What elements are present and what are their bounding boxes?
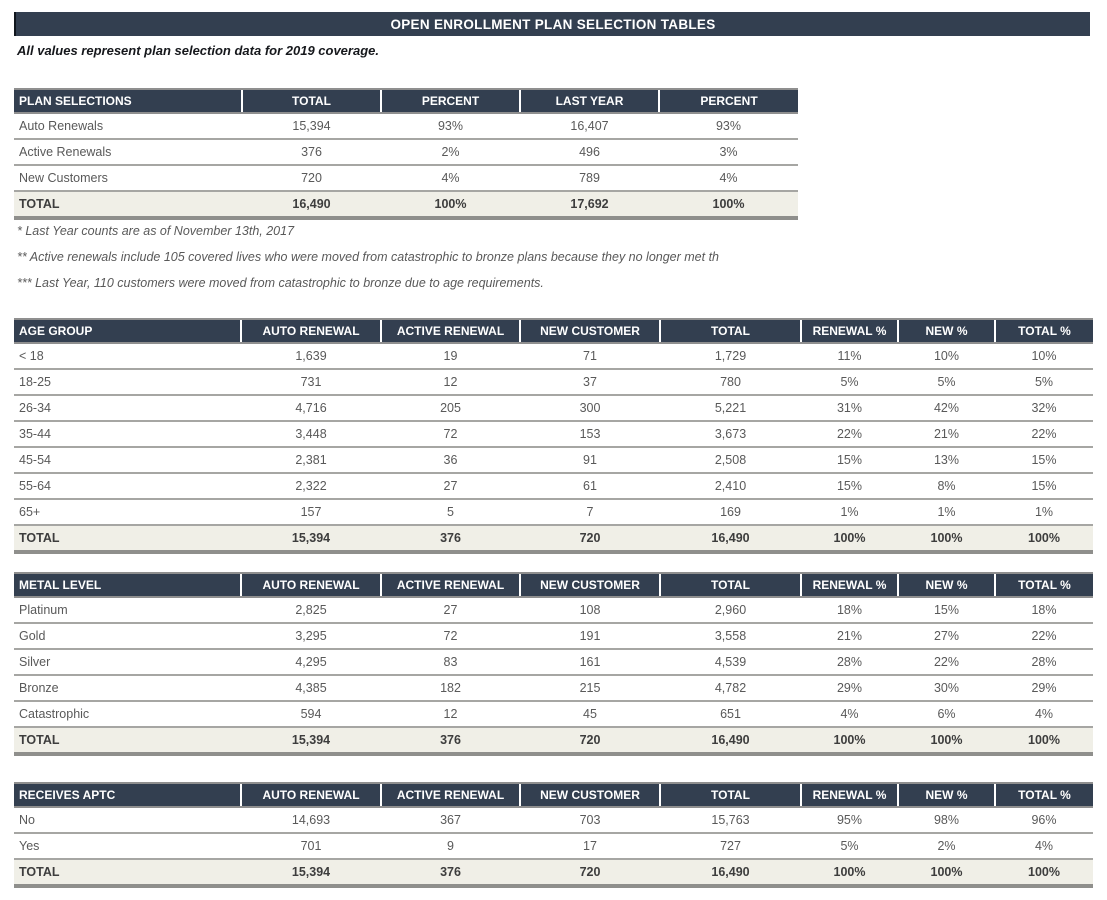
- footnote-last-year: * Last Year counts are as of November 13th, 2017: [17, 224, 295, 238]
- column-header-cell: NEW %: [898, 783, 995, 807]
- column-header-cell: TOTAL: [242, 89, 381, 113]
- age-group-table: [14, 318, 1093, 554]
- table-row: [14, 473, 1093, 499]
- value-cell: 4,782: [660, 675, 801, 701]
- value-cell: 161: [520, 649, 660, 675]
- value-cell: 2,410: [660, 473, 801, 499]
- row-label-cell: AGE GROUP: [14, 319, 241, 343]
- value-cell: 5,221: [660, 395, 801, 421]
- value-cell: 1%: [995, 499, 1093, 525]
- total-value-cell: 100%: [995, 525, 1093, 552]
- value-cell: 5%: [801, 833, 898, 859]
- footnote-active-renewals: ** Active renewals include 105 covered lives who were moved from catastrophic to bronze plans because they no longer met th: [17, 250, 719, 264]
- value-cell: 28%: [995, 649, 1093, 675]
- row-label-cell: No: [14, 807, 241, 833]
- column-header-cell: NEW %: [898, 573, 995, 597]
- row-label-cell: Bronze: [14, 675, 241, 701]
- value-cell: 72: [381, 623, 520, 649]
- total-row: [14, 191, 798, 218]
- column-header-cell: TOTAL %: [995, 319, 1093, 343]
- value-cell: 22%: [801, 421, 898, 447]
- column-header-cell: ACTIVE RENEWAL: [381, 319, 520, 343]
- value-cell: 5: [381, 499, 520, 525]
- value-cell: 191: [520, 623, 660, 649]
- value-cell: 37: [520, 369, 660, 395]
- value-cell: 28%: [801, 649, 898, 675]
- value-cell: 3,558: [660, 623, 801, 649]
- row-label-cell: 26-34: [14, 395, 241, 421]
- row-label-cell: TOTAL: [14, 727, 241, 754]
- column-header-cell: TOTAL: [660, 573, 801, 597]
- value-cell: 91: [520, 447, 660, 473]
- value-cell: 22%: [995, 623, 1093, 649]
- value-cell: 3%: [659, 139, 798, 165]
- value-cell: 5%: [995, 369, 1093, 395]
- table-row: [14, 113, 798, 139]
- table-row: [14, 701, 1093, 727]
- value-cell: 367: [381, 807, 520, 833]
- table-row: [14, 369, 1093, 395]
- value-cell: 17: [520, 833, 660, 859]
- value-cell: 4%: [995, 701, 1093, 727]
- row-label-cell: New Customers: [14, 165, 242, 191]
- value-cell: 22%: [995, 421, 1093, 447]
- value-cell: 15%: [995, 447, 1093, 473]
- value-cell: 4,539: [660, 649, 801, 675]
- total-value-cell: 720: [520, 525, 660, 552]
- value-cell: 215: [520, 675, 660, 701]
- value-cell: 3,673: [660, 421, 801, 447]
- total-value-cell: 16,490: [242, 191, 381, 218]
- value-cell: 703: [520, 807, 660, 833]
- total-value-cell: 100%: [898, 727, 995, 754]
- value-cell: 42%: [898, 395, 995, 421]
- value-cell: 18%: [801, 597, 898, 623]
- row-label-cell: 18-25: [14, 369, 241, 395]
- value-cell: 8%: [898, 473, 995, 499]
- value-cell: 21%: [898, 421, 995, 447]
- plan-selections-table: [14, 88, 798, 220]
- value-cell: 29%: [801, 675, 898, 701]
- column-header-cell: PERCENT: [659, 89, 798, 113]
- header-row: [14, 573, 1093, 597]
- row-label-cell: RECEIVES APTC: [14, 783, 241, 807]
- value-cell: 95%: [801, 807, 898, 833]
- page-title: OPEN ENROLLMENT PLAN SELECTION TABLES: [390, 16, 716, 32]
- column-header-cell: ACTIVE RENEWAL: [381, 573, 520, 597]
- value-cell: 1%: [898, 499, 995, 525]
- value-cell: 1,729: [660, 343, 801, 369]
- table-row: [14, 395, 1093, 421]
- value-cell: 153: [520, 421, 660, 447]
- value-cell: 12: [381, 369, 520, 395]
- value-cell: 32%: [995, 395, 1093, 421]
- value-cell: 27: [381, 597, 520, 623]
- header-row: [14, 89, 798, 113]
- value-cell: 10%: [898, 343, 995, 369]
- column-header-cell: NEW CUSTOMER: [520, 319, 660, 343]
- total-value-cell: 720: [520, 727, 660, 754]
- value-cell: 19: [381, 343, 520, 369]
- column-header-cell: AUTO RENEWAL: [241, 783, 381, 807]
- total-value-cell: 720: [520, 859, 660, 886]
- column-header-cell: NEW %: [898, 319, 995, 343]
- value-cell: 45: [520, 701, 660, 727]
- total-value-cell: 16,490: [660, 727, 801, 754]
- value-cell: 4%: [995, 833, 1093, 859]
- total-value-cell: 16,490: [660, 525, 801, 552]
- value-cell: 169: [660, 499, 801, 525]
- row-label-cell: 65+: [14, 499, 241, 525]
- value-cell: 2,825: [241, 597, 381, 623]
- value-cell: 651: [660, 701, 801, 727]
- table-row: [14, 447, 1093, 473]
- table-row: [14, 343, 1093, 369]
- value-cell: 15,394: [242, 113, 381, 139]
- total-value-cell: 15,394: [241, 727, 381, 754]
- value-cell: 2,381: [241, 447, 381, 473]
- column-header-cell: NEW CUSTOMER: [520, 783, 660, 807]
- value-cell: 205: [381, 395, 520, 421]
- value-cell: 731: [241, 369, 381, 395]
- total-value-cell: 100%: [801, 859, 898, 886]
- value-cell: 4,385: [241, 675, 381, 701]
- page-title-bar: [14, 12, 1090, 36]
- value-cell: 9: [381, 833, 520, 859]
- column-header-cell: RENEWAL %: [801, 783, 898, 807]
- value-cell: 13%: [898, 447, 995, 473]
- value-cell: 300: [520, 395, 660, 421]
- metal-level-table: [14, 572, 1093, 756]
- value-cell: 5%: [898, 369, 995, 395]
- table-row: [14, 597, 1093, 623]
- total-row: [14, 727, 1093, 754]
- value-cell: 27: [381, 473, 520, 499]
- value-cell: 376: [242, 139, 381, 165]
- value-cell: 12: [381, 701, 520, 727]
- row-label-cell: 35-44: [14, 421, 241, 447]
- total-value-cell: 100%: [995, 859, 1093, 886]
- value-cell: 3,295: [241, 623, 381, 649]
- header-row: [14, 319, 1093, 343]
- value-cell: 108: [520, 597, 660, 623]
- row-label-cell: 45-54: [14, 447, 241, 473]
- report-subtitle: All values represent plan selection data for 2019 coverage.: [17, 43, 379, 58]
- footnote-catastrophic-bronze: *** Last Year, 110 customers were moved from catastrophic to bronze due to age requirements.: [17, 276, 544, 290]
- table-row: [14, 623, 1093, 649]
- row-label-cell: Yes: [14, 833, 241, 859]
- column-header-cell: ACTIVE RENEWAL: [381, 783, 520, 807]
- value-cell: 701: [241, 833, 381, 859]
- column-header-cell: RENEWAL %: [801, 573, 898, 597]
- column-header-cell: LAST YEAR: [520, 89, 659, 113]
- receives-aptc-table: [14, 782, 1093, 888]
- total-value-cell: 100%: [995, 727, 1093, 754]
- value-cell: 15%: [801, 473, 898, 499]
- table-row: [14, 807, 1093, 833]
- value-cell: 157: [241, 499, 381, 525]
- total-row: [14, 859, 1093, 886]
- value-cell: 4,716: [241, 395, 381, 421]
- column-header-cell: AUTO RENEWAL: [241, 573, 381, 597]
- value-cell: 10%: [995, 343, 1093, 369]
- value-cell: 1,639: [241, 343, 381, 369]
- value-cell: 29%: [995, 675, 1093, 701]
- column-header-cell: PERCENT: [381, 89, 520, 113]
- row-label-cell: Catastrophic: [14, 701, 241, 727]
- row-label-cell: PLAN SELECTIONS: [14, 89, 242, 113]
- value-cell: 2%: [381, 139, 520, 165]
- value-cell: 496: [520, 139, 659, 165]
- total-value-cell: 17,692: [520, 191, 659, 218]
- value-cell: 61: [520, 473, 660, 499]
- value-cell: 21%: [801, 623, 898, 649]
- table-row: [14, 649, 1093, 675]
- table-row: [14, 165, 798, 191]
- value-cell: 15%: [995, 473, 1093, 499]
- header-row: [14, 783, 1093, 807]
- row-label-cell: Gold: [14, 623, 241, 649]
- row-label-cell: TOTAL: [14, 525, 241, 552]
- total-value-cell: 16,490: [660, 859, 801, 886]
- value-cell: 93%: [659, 113, 798, 139]
- total-value-cell: 100%: [801, 727, 898, 754]
- value-cell: 1%: [801, 499, 898, 525]
- value-cell: 182: [381, 675, 520, 701]
- value-cell: 7: [520, 499, 660, 525]
- value-cell: 3,448: [241, 421, 381, 447]
- value-cell: 83: [381, 649, 520, 675]
- value-cell: 16,407: [520, 113, 659, 139]
- total-value-cell: 100%: [898, 859, 995, 886]
- value-cell: 6%: [898, 701, 995, 727]
- total-value-cell: 15,394: [241, 525, 381, 552]
- table-row: [14, 833, 1093, 859]
- value-cell: 93%: [381, 113, 520, 139]
- column-header-cell: RENEWAL %: [801, 319, 898, 343]
- row-label-cell: Platinum: [14, 597, 241, 623]
- table-row: [14, 421, 1093, 447]
- column-header-cell: TOTAL: [660, 319, 801, 343]
- value-cell: 31%: [801, 395, 898, 421]
- total-value-cell: 100%: [898, 525, 995, 552]
- total-value-cell: 376: [381, 727, 520, 754]
- value-cell: 27%: [898, 623, 995, 649]
- value-cell: 4%: [659, 165, 798, 191]
- total-value-cell: 100%: [801, 525, 898, 552]
- value-cell: 14,693: [241, 807, 381, 833]
- value-cell: 71: [520, 343, 660, 369]
- row-label-cell: < 18: [14, 343, 241, 369]
- value-cell: 18%: [995, 597, 1093, 623]
- row-label-cell: Auto Renewals: [14, 113, 242, 139]
- value-cell: 98%: [898, 807, 995, 833]
- column-header-cell: TOTAL %: [995, 783, 1093, 807]
- value-cell: 5%: [801, 369, 898, 395]
- row-label-cell: Silver: [14, 649, 241, 675]
- value-cell: 594: [241, 701, 381, 727]
- value-cell: 22%: [898, 649, 995, 675]
- value-cell: 2%: [898, 833, 995, 859]
- total-value-cell: 100%: [659, 191, 798, 218]
- value-cell: 4,295: [241, 649, 381, 675]
- total-value-cell: 376: [381, 859, 520, 886]
- row-label-cell: 55-64: [14, 473, 241, 499]
- total-value-cell: 376: [381, 525, 520, 552]
- total-row: [14, 525, 1093, 552]
- column-header-cell: TOTAL: [660, 783, 801, 807]
- total-value-cell: 100%: [381, 191, 520, 218]
- value-cell: 30%: [898, 675, 995, 701]
- value-cell: 2,960: [660, 597, 801, 623]
- value-cell: 15%: [898, 597, 995, 623]
- column-header-cell: AUTO RENEWAL: [241, 319, 381, 343]
- value-cell: 2,508: [660, 447, 801, 473]
- value-cell: 4%: [381, 165, 520, 191]
- value-cell: 11%: [801, 343, 898, 369]
- table-row: [14, 139, 798, 165]
- value-cell: 96%: [995, 807, 1093, 833]
- value-cell: 15%: [801, 447, 898, 473]
- total-value-cell: 15,394: [241, 859, 381, 886]
- row-label-cell: METAL LEVEL: [14, 573, 241, 597]
- table-row: [14, 675, 1093, 701]
- value-cell: 15,763: [660, 807, 801, 833]
- column-header-cell: NEW CUSTOMER: [520, 573, 660, 597]
- column-header-cell: TOTAL %: [995, 573, 1093, 597]
- value-cell: 2,322: [241, 473, 381, 499]
- value-cell: 4%: [801, 701, 898, 727]
- value-cell: 36: [381, 447, 520, 473]
- value-cell: 780: [660, 369, 801, 395]
- value-cell: 720: [242, 165, 381, 191]
- table-row: [14, 499, 1093, 525]
- row-label-cell: TOTAL: [14, 191, 242, 218]
- value-cell: 727: [660, 833, 801, 859]
- row-label-cell: TOTAL: [14, 859, 241, 886]
- value-cell: 72: [381, 421, 520, 447]
- value-cell: 789: [520, 165, 659, 191]
- row-label-cell: Active Renewals: [14, 139, 242, 165]
